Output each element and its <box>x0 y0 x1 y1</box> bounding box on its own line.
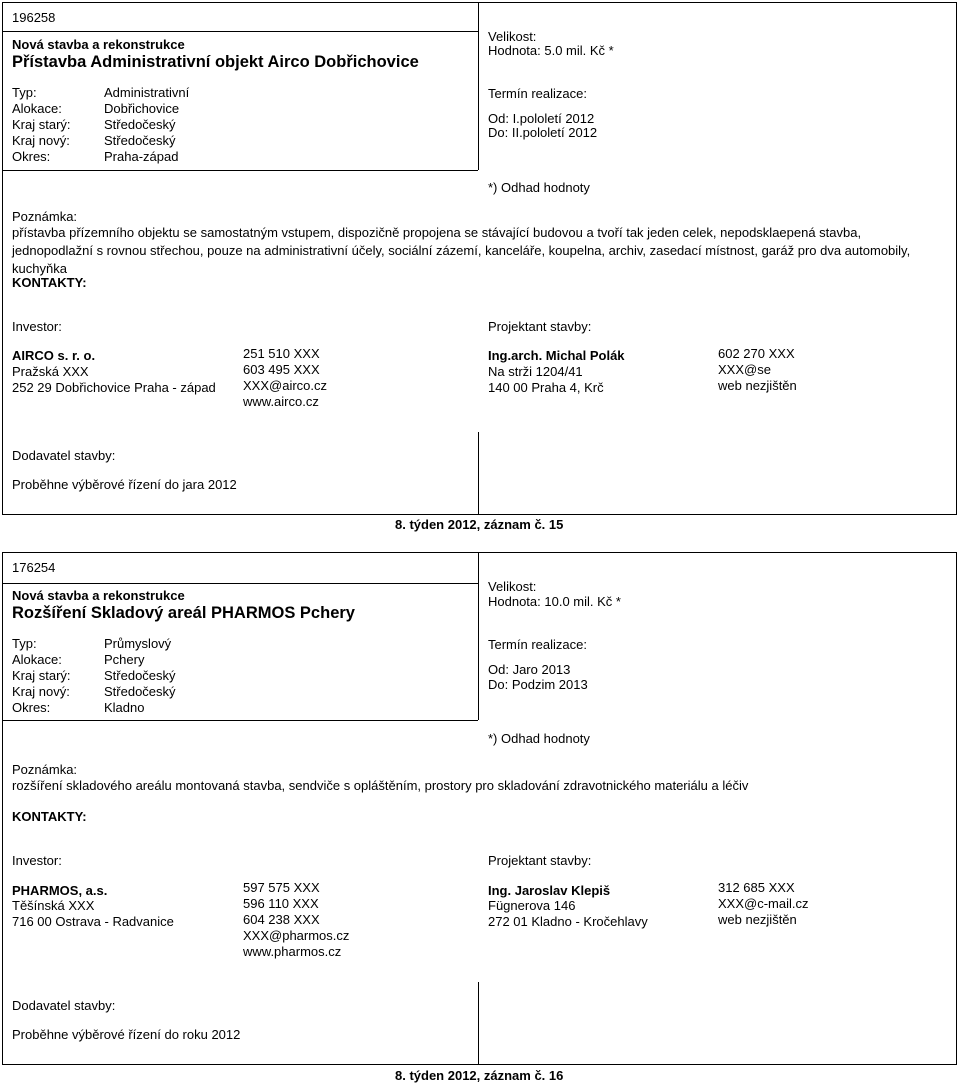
field-labels <box>12 636 71 716</box>
divider <box>2 170 478 171</box>
term-to: Do: Podzim 2013 <box>488 677 588 692</box>
investor-web: www.airco.cz <box>243 394 319 409</box>
note-label: Poznámka: <box>12 209 78 224</box>
divider <box>2 720 478 721</box>
investor-phone: 596 110 XXX <box>243 896 319 911</box>
size-value: Hodnota: 5.0 mil. Kč * <box>488 43 614 58</box>
record-footer: 8. týden 2012, záznam č. 16 <box>395 1068 564 1083</box>
designer-email: XXX@c-mail.cz <box>718 896 809 911</box>
divider <box>478 432 479 515</box>
note-text: přístavba přízemního objektu se samostatným vstupem, dispozičně propojena se stávající budovou a tvoří tak jeden celek, nepodsklaepená stavba, jednopodlažní s rovnou střechou, pouze na administrativní účely, sociální zázemí, kanceláře, koupelna, archiv, zasedací místnost, garáž pro dva automobily, kuchyňka <box>12 225 911 276</box>
term-from: Od: Jaro 2013 <box>488 662 571 677</box>
record-frame <box>2 552 957 1065</box>
designer-street: Fügnerova 146 <box>488 898 576 913</box>
record-category: Nová stavba a rekonstrukce <box>12 37 185 52</box>
designer-phone: 312 685 XXX <box>718 880 795 895</box>
estimate-note: *) Odhad hodnoty <box>488 731 590 746</box>
field-label: Alokace: <box>12 101 62 116</box>
field-value: Kladno <box>104 700 145 715</box>
size-value: Hodnota: 10.0 mil. Kč * <box>488 594 621 609</box>
designer-city: 140 00 Praha 4, Krč <box>488 380 604 395</box>
investor-name: AIRCO s. r. o. <box>12 348 96 363</box>
investor-phone: 251 510 XXX <box>243 346 320 361</box>
field-value: Pchery <box>104 652 145 667</box>
investor-name: PHARMOS, a.s. <box>12 883 108 898</box>
designer-city: 272 01 Kladno - Kročehlavy <box>488 914 648 929</box>
supplier-label: Dodavatel stavby: <box>12 448 116 463</box>
contacts-heading: KONTAKTY: <box>12 275 87 290</box>
supplier-text: Proběhne výběrové řízení do roku 2012 <box>12 1027 241 1042</box>
field-value: Středočeský <box>104 684 176 699</box>
investor-phone: 603 495 XXX <box>243 362 320 377</box>
investor-label: Investor: <box>12 853 62 868</box>
field-value: Administrativní <box>104 85 190 100</box>
investor-contacts <box>243 880 349 960</box>
investor-label: Investor: <box>12 319 62 334</box>
designer-contacts <box>718 346 797 394</box>
field-values <box>104 636 176 716</box>
designer-street: Na strži 1204/41 <box>488 364 583 379</box>
divider <box>2 583 478 584</box>
field-label: Okres: <box>12 700 51 715</box>
field-label: Typ: <box>12 636 37 651</box>
divider <box>478 982 479 1065</box>
designer-label: Projektant stavby: <box>488 319 592 334</box>
investor-email: XXX@airco.cz <box>243 378 327 393</box>
field-labels <box>12 85 71 165</box>
designer-contacts <box>718 880 809 928</box>
investor-street: Těšínská XXX <box>12 898 95 913</box>
investor-web: www.pharmos.cz <box>243 944 342 959</box>
size-label: Velikost: <box>488 29 537 44</box>
field-label: Alokace: <box>12 652 62 667</box>
field-label: Kraj starý: <box>12 668 71 683</box>
size-label: Velikost: <box>488 579 537 594</box>
investor-city: 252 29 Dobřichovice Praha - západ <box>12 380 216 395</box>
field-value: Středočeský <box>104 117 176 132</box>
field-value: Středočeský <box>104 133 176 148</box>
record-title: Rozšíření Skladový areál PHARMOS Pchery <box>12 604 355 622</box>
divider <box>478 2 479 170</box>
term-to: Do: II.pololetí 2012 <box>488 125 598 140</box>
designer-name: Ing. Jaroslav Klepiš <box>488 883 611 898</box>
designer-label: Projektant stavby: <box>488 853 592 868</box>
divider <box>2 31 478 32</box>
field-label: Kraj starý: <box>12 117 71 132</box>
term-label: Termín realizace: <box>488 86 587 101</box>
estimate-note: *) Odhad hodnoty <box>488 180 590 195</box>
investor-email: XXX@pharmos.cz <box>243 928 350 943</box>
investor-street: Pražská XXX <box>12 364 89 379</box>
record-id: 196258 <box>12 10 56 25</box>
investor-phone: 604 238 XXX <box>243 912 320 927</box>
divider <box>478 552 479 720</box>
note-label: Poznámka: <box>12 762 78 777</box>
field-values <box>104 85 189 165</box>
field-label: Kraj nový: <box>12 133 70 148</box>
record-category: Nová stavba a rekonstrukce <box>12 588 185 603</box>
designer-phone: 602 270 XXX <box>718 346 795 361</box>
record-id: 176254 <box>12 560 56 575</box>
term-label: Termín realizace: <box>488 637 587 652</box>
investor-contacts <box>243 346 327 410</box>
designer-name: Ing.arch. Michal Polák <box>488 348 625 363</box>
note-text: rozšíření skladového areálu montovaná stavba, sendviče s opláštěním, prostory pro skladování zdravotnického materiálu a léčiv <box>12 778 749 793</box>
investor-city: 716 00 Ostrava - Radvanice <box>12 914 174 929</box>
field-label: Kraj nový: <box>12 684 70 699</box>
field-label: Okres: <box>12 149 51 164</box>
field-value: Středočeský <box>104 668 176 683</box>
designer-email: XXX@se <box>718 362 771 377</box>
designer-web: web nezjištěn <box>718 378 797 393</box>
field-value: Praha-západ <box>104 149 179 164</box>
investor-phone: 597 575 XXX <box>243 880 320 895</box>
field-label: Typ: <box>12 85 37 100</box>
supplier-text: Proběhne výběrové řízení do jara 2012 <box>12 477 237 492</box>
designer-web: web nezjištěn <box>718 912 797 927</box>
field-value: Dobřichovice <box>104 101 180 116</box>
record-title: Přístavba Administrativní objekt Airco Dobřichovice <box>12 53 419 71</box>
record-footer: 8. týden 2012, záznam č. 15 <box>395 517 564 532</box>
field-value: Průmyslový <box>104 636 172 651</box>
supplier-label: Dodavatel stavby: <box>12 998 116 1013</box>
term-from: Od: I.pololetí 2012 <box>488 111 595 126</box>
contacts-heading: KONTAKTY: <box>12 809 87 824</box>
